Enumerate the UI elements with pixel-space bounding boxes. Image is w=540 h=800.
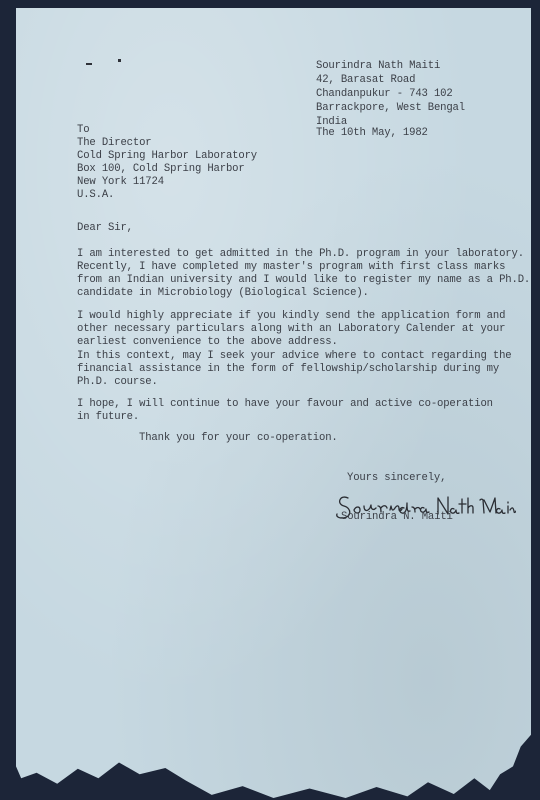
sender-locality: Chandanpukur - 743 102	[316, 88, 453, 100]
sender-country: India	[316, 116, 348, 128]
recipient-box: Box 100, Cold Spring Harbor	[77, 163, 245, 175]
recipient-to: To	[77, 124, 90, 136]
typed-signature-name: Sourindra N. Maiti	[341, 511, 453, 523]
paragraph-line: candidate in Microbiology (Biological Science).	[77, 287, 369, 299]
paragraph-line: Ph.D. course.	[77, 376, 158, 388]
sender-street: 42, Barasat Road	[316, 74, 416, 86]
recipient-organization: Cold Spring Harbor Laboratory	[77, 150, 258, 162]
paragraph-line: In this context, may I seek your advice where to contact regarding the	[77, 350, 512, 362]
paragraph-line: other necessary particulars along with an Laboratory Calender at your	[77, 323, 506, 335]
paragraph-line: in future.	[77, 411, 140, 423]
paragraph-line: from an Indian university and I would like to register my name as a Ph.D.	[77, 274, 531, 286]
sender-name: Sourindra Nath Maiti	[316, 60, 441, 72]
salutation: Dear Sir,	[77, 222, 133, 234]
paragraph-line: I am interested to get admitted in the Ph.D. program in your laboratory.	[77, 248, 524, 260]
closing: Yours sincerely,	[347, 472, 447, 484]
paragraph-line: financial assistance in the form of fellowship/scholarship during my	[77, 363, 500, 375]
letter-date: The 10th May, 1982	[316, 127, 428, 139]
recipient-title: The Director	[77, 137, 152, 149]
paragraph-line: Recently, I have completed my master's program with first class marks	[77, 261, 506, 273]
ink-marks	[70, 56, 130, 70]
thanks-line: Thank you for your co-operation.	[139, 432, 338, 444]
paragraph-line: earliest convenience to the above address.	[77, 336, 338, 348]
paragraph-line: I would highly appreciate if you kindly send the application form and	[77, 310, 506, 322]
recipient-state: New York 11724	[77, 176, 164, 188]
paragraph-line: I hope, I will continue to have your favour and active co-operation	[77, 398, 493, 410]
sender-city: Barrackpore, West Bengal	[316, 102, 465, 114]
recipient-country: U.S.A.	[77, 189, 115, 201]
